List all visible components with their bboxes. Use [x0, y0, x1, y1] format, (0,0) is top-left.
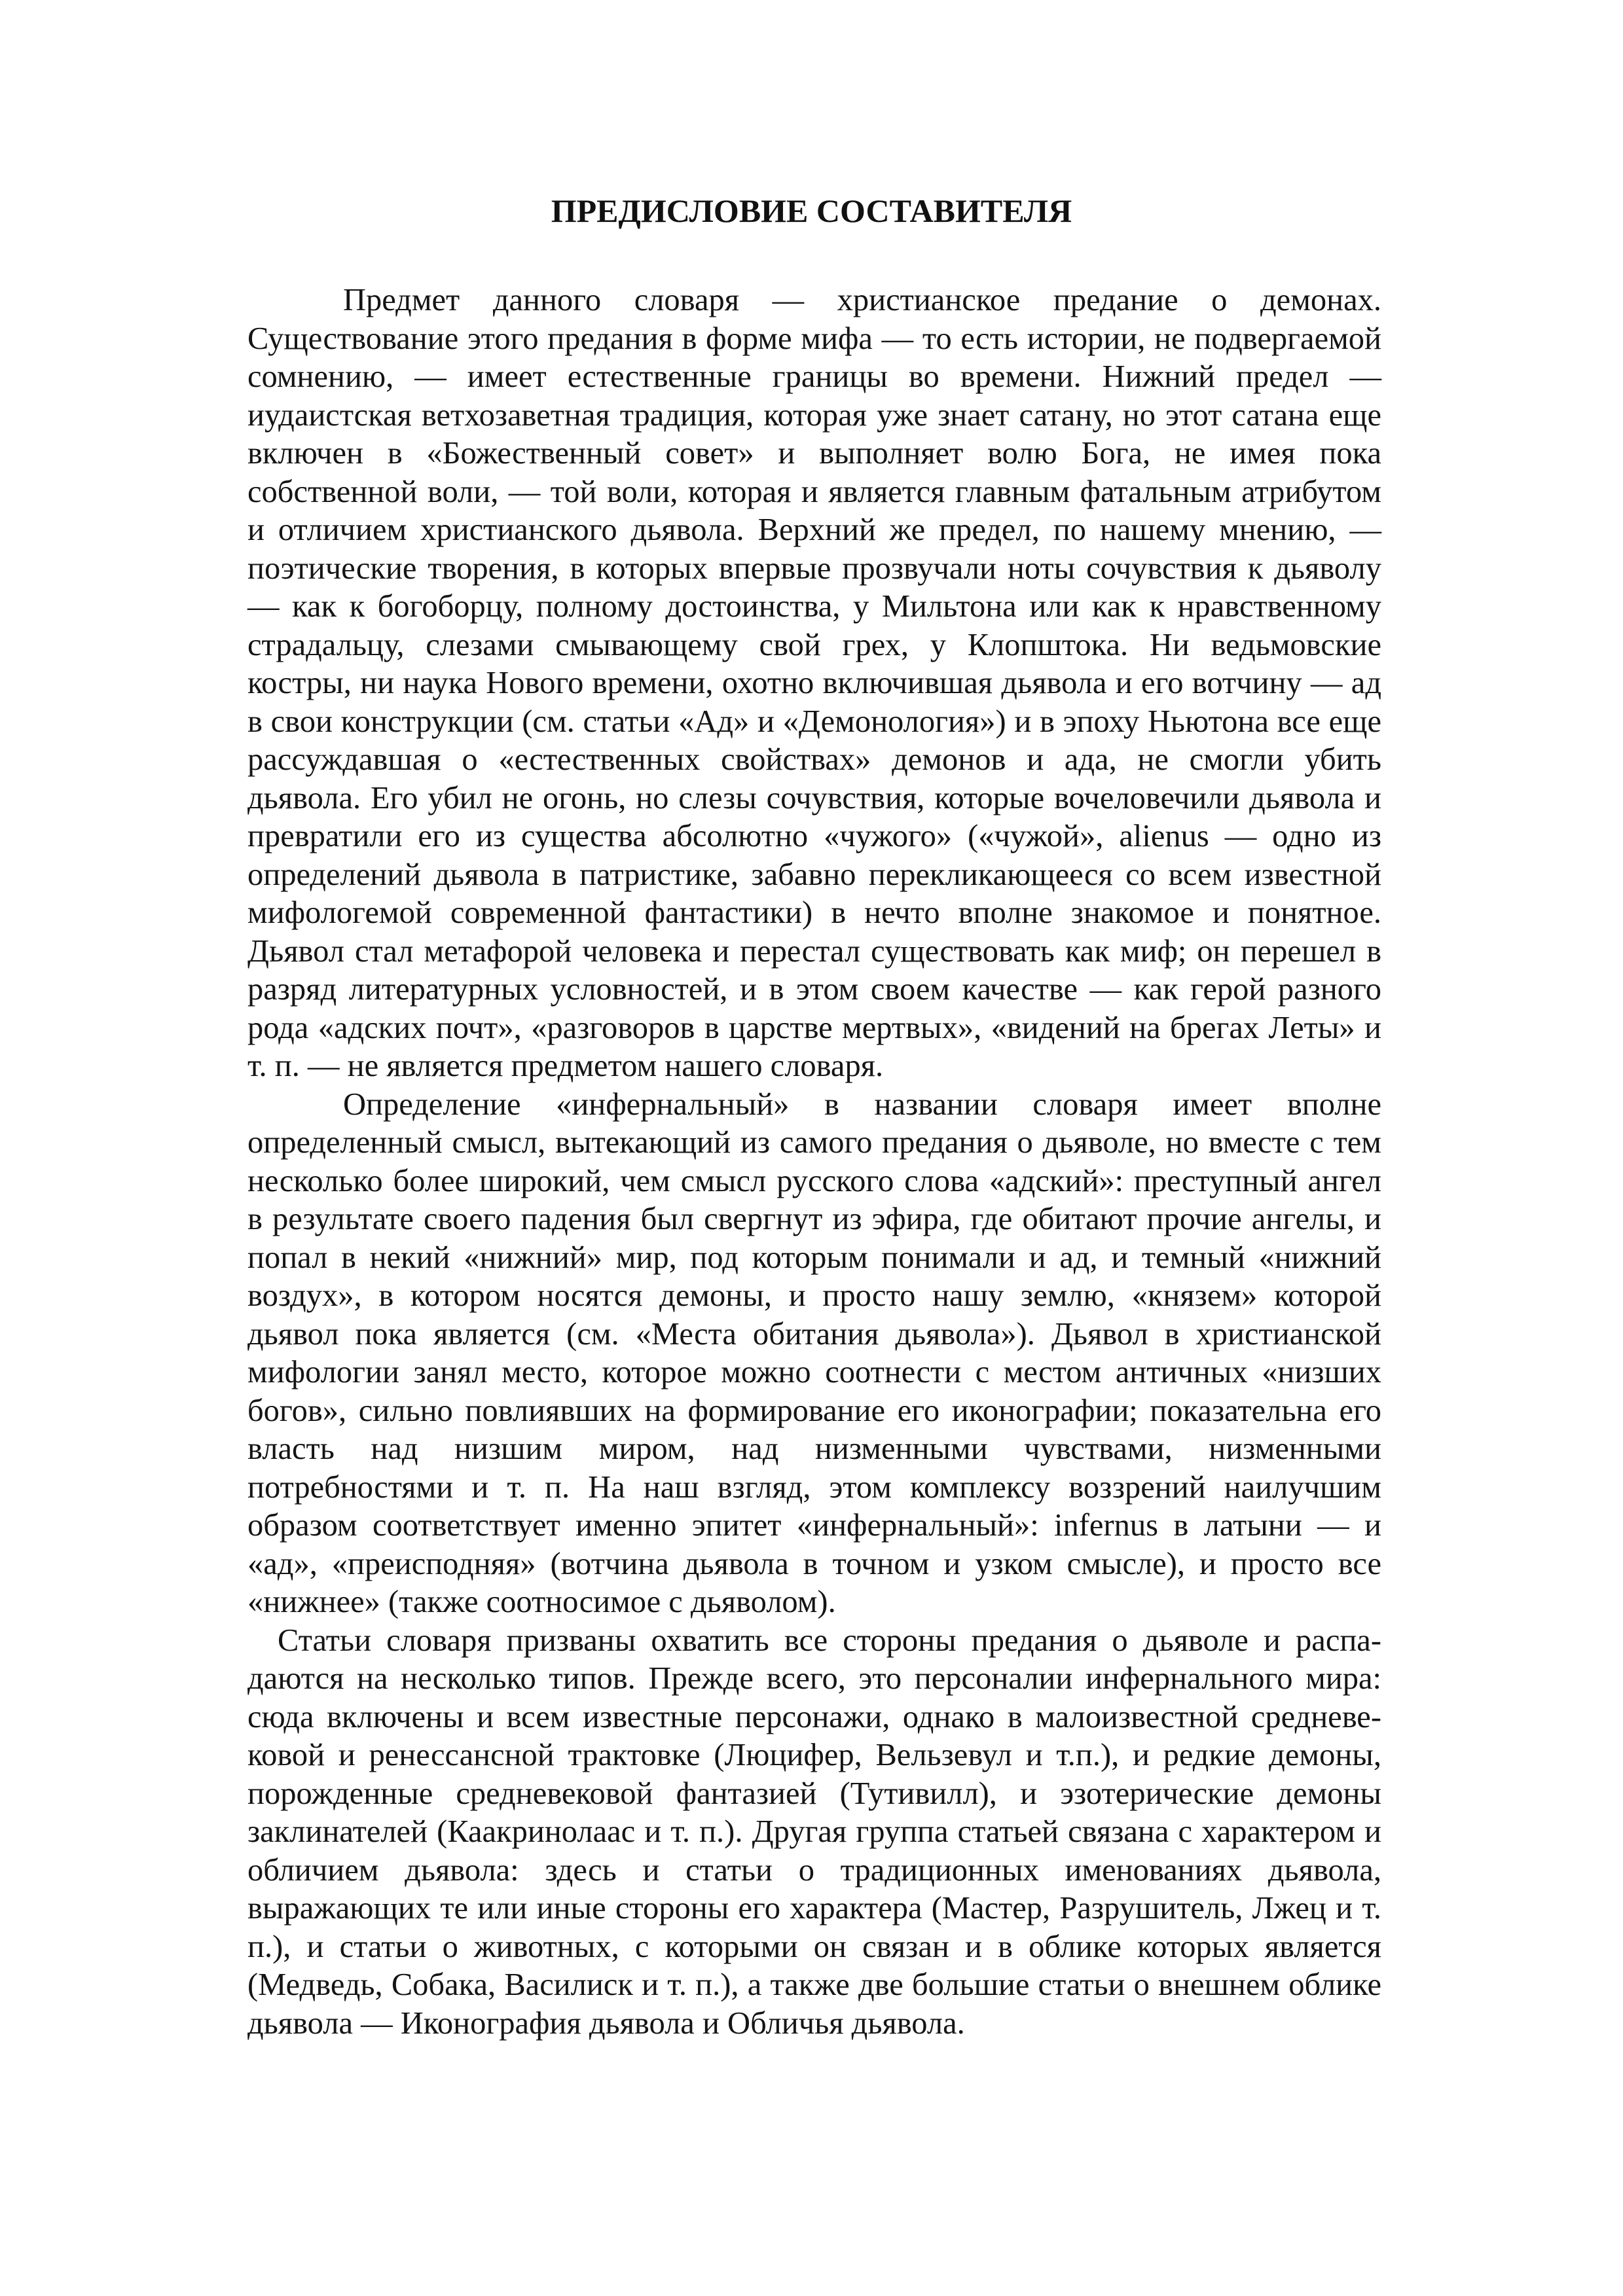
page-title: ПРЕДИСЛОВИЕ СОСТАВИТЕЛЯ — [551, 192, 1072, 229]
paragraph-article-types: Статьи словаря призваны охватить все стороны предания о дьяволе и распадаются на несколько типов. Прежде всего, это персоналии инфернального мира: сюда включены и всем известные персонажи, однако в малоизвестной средневековой и ренессансной трактовке (Люцифер, Вельзевул и т.п.), и редкие демоны, порожденные средневековой фантазией (Тутивилл), и эзотерические демоны заклинателей (Каакринолаас и т. п.). Другая группа статьей связана с характером и обличием дьявола: здесь и статьи о традиционных именованиях дьявола, выражающих те или иные стороны его характера (Мастер, Разрушитель, Лжец и т. п.), и статьи о животных, с которыми он связан и в облике которых является (Медведь, Собака, Василиск и т. п.), а также две большие статьи о внешнем облике дьявола — Иконография дьявола и Обличья дьявола. — [247, 1623, 1381, 2041]
paragraph-infernal-definition: Определение «инфернальный» в названии словаря имеет вполне определенный смысл, вытекающий из самого предания о дьяволе, но вместе с тем несколько более широкий, чем смысл русского слова «адский»: преступный ангел в результате своего падения был свергнут из эфира, где обитают прочие ангелы, и попал в некий «нижний» мир, под которым понимали и ад, и темный «нижний воздух», в котором носятся демоны, и просто нашу землю, «князем» которой дьявол пока является (см. «Места обитания дьявола»). Дьявол в христианской мифологии занял место, которое можно соотнести с местом античных «низших богов», сильно повлиявших на формирование его иконографии; показательна его власть над низшим миром, над низменными чувствами, низменными потребностями и т. п. На наш взгляд, этом комплексу воззрений наилучшим образом соответствует именно эпитет «инфернальный»: infernus в латыни — и «ад», «преисподняя» (вотчина дьявола в точном и узком смысле), и просто все «нижнее» (также соотносимое с дьяволом). — [247, 1086, 1381, 1619]
paragraph-subject: Предмет данного словаря — христианское предание о демонах. Существование этого предания в форме мифа — то есть истории, не подвергаемой сомнению, — имеет естественные границы во времени. Нижний предел — иудаистская ветхозаветная традиция, которая уже знает сатану, но этот сатана еще включен в «Божественный совет» и выполняет волю Бога, не имея пока собственной воли, — той воли, которая и является главным фатальным атрибутом и отличием христианского дьявола. Верхний же предел, по нашему мнению, — поэтические творения, в которых впервые прозвучали ноты сочувствия к дьяволу — как к богоборцу, полному достоинства, у Мильтона или как к нравственному страдальцу, слезами смывающему свой грех, у Клопштока. Ни ведьмовские костры, ни наука Нового времени, охотно включившая дьявола и его вотчину — ад в свои конструкции (см. статьи «Ад» и «Демонология») и в эпоху Ньютона все еще рассуждавшая о «естественных свойствах» демонов и ада, не смогли убить дьявола. Его убил не огонь, но слезы сочувствия, которые вочеловечили дьявола и превратили его из существа абсолютно «чужого» («чужой», alienus — одно из определений дьявола в патристике, забавно перекликающееся со всем известной мифологемой современной фантастики) в нечто вполне знакомое и понятное. Дьявол стал метафорой человека и перестал существовать как миф; он перешел в разряд литературных условностей, и в этом своем качестве — как герой разного рода «адских почт», «разговоров в царстве мертвых», «видений на брегах Леты» и т. п. — не является предметом нашего словаря. — [247, 283, 1381, 1083]
document-body — [247, 281, 1381, 2043]
